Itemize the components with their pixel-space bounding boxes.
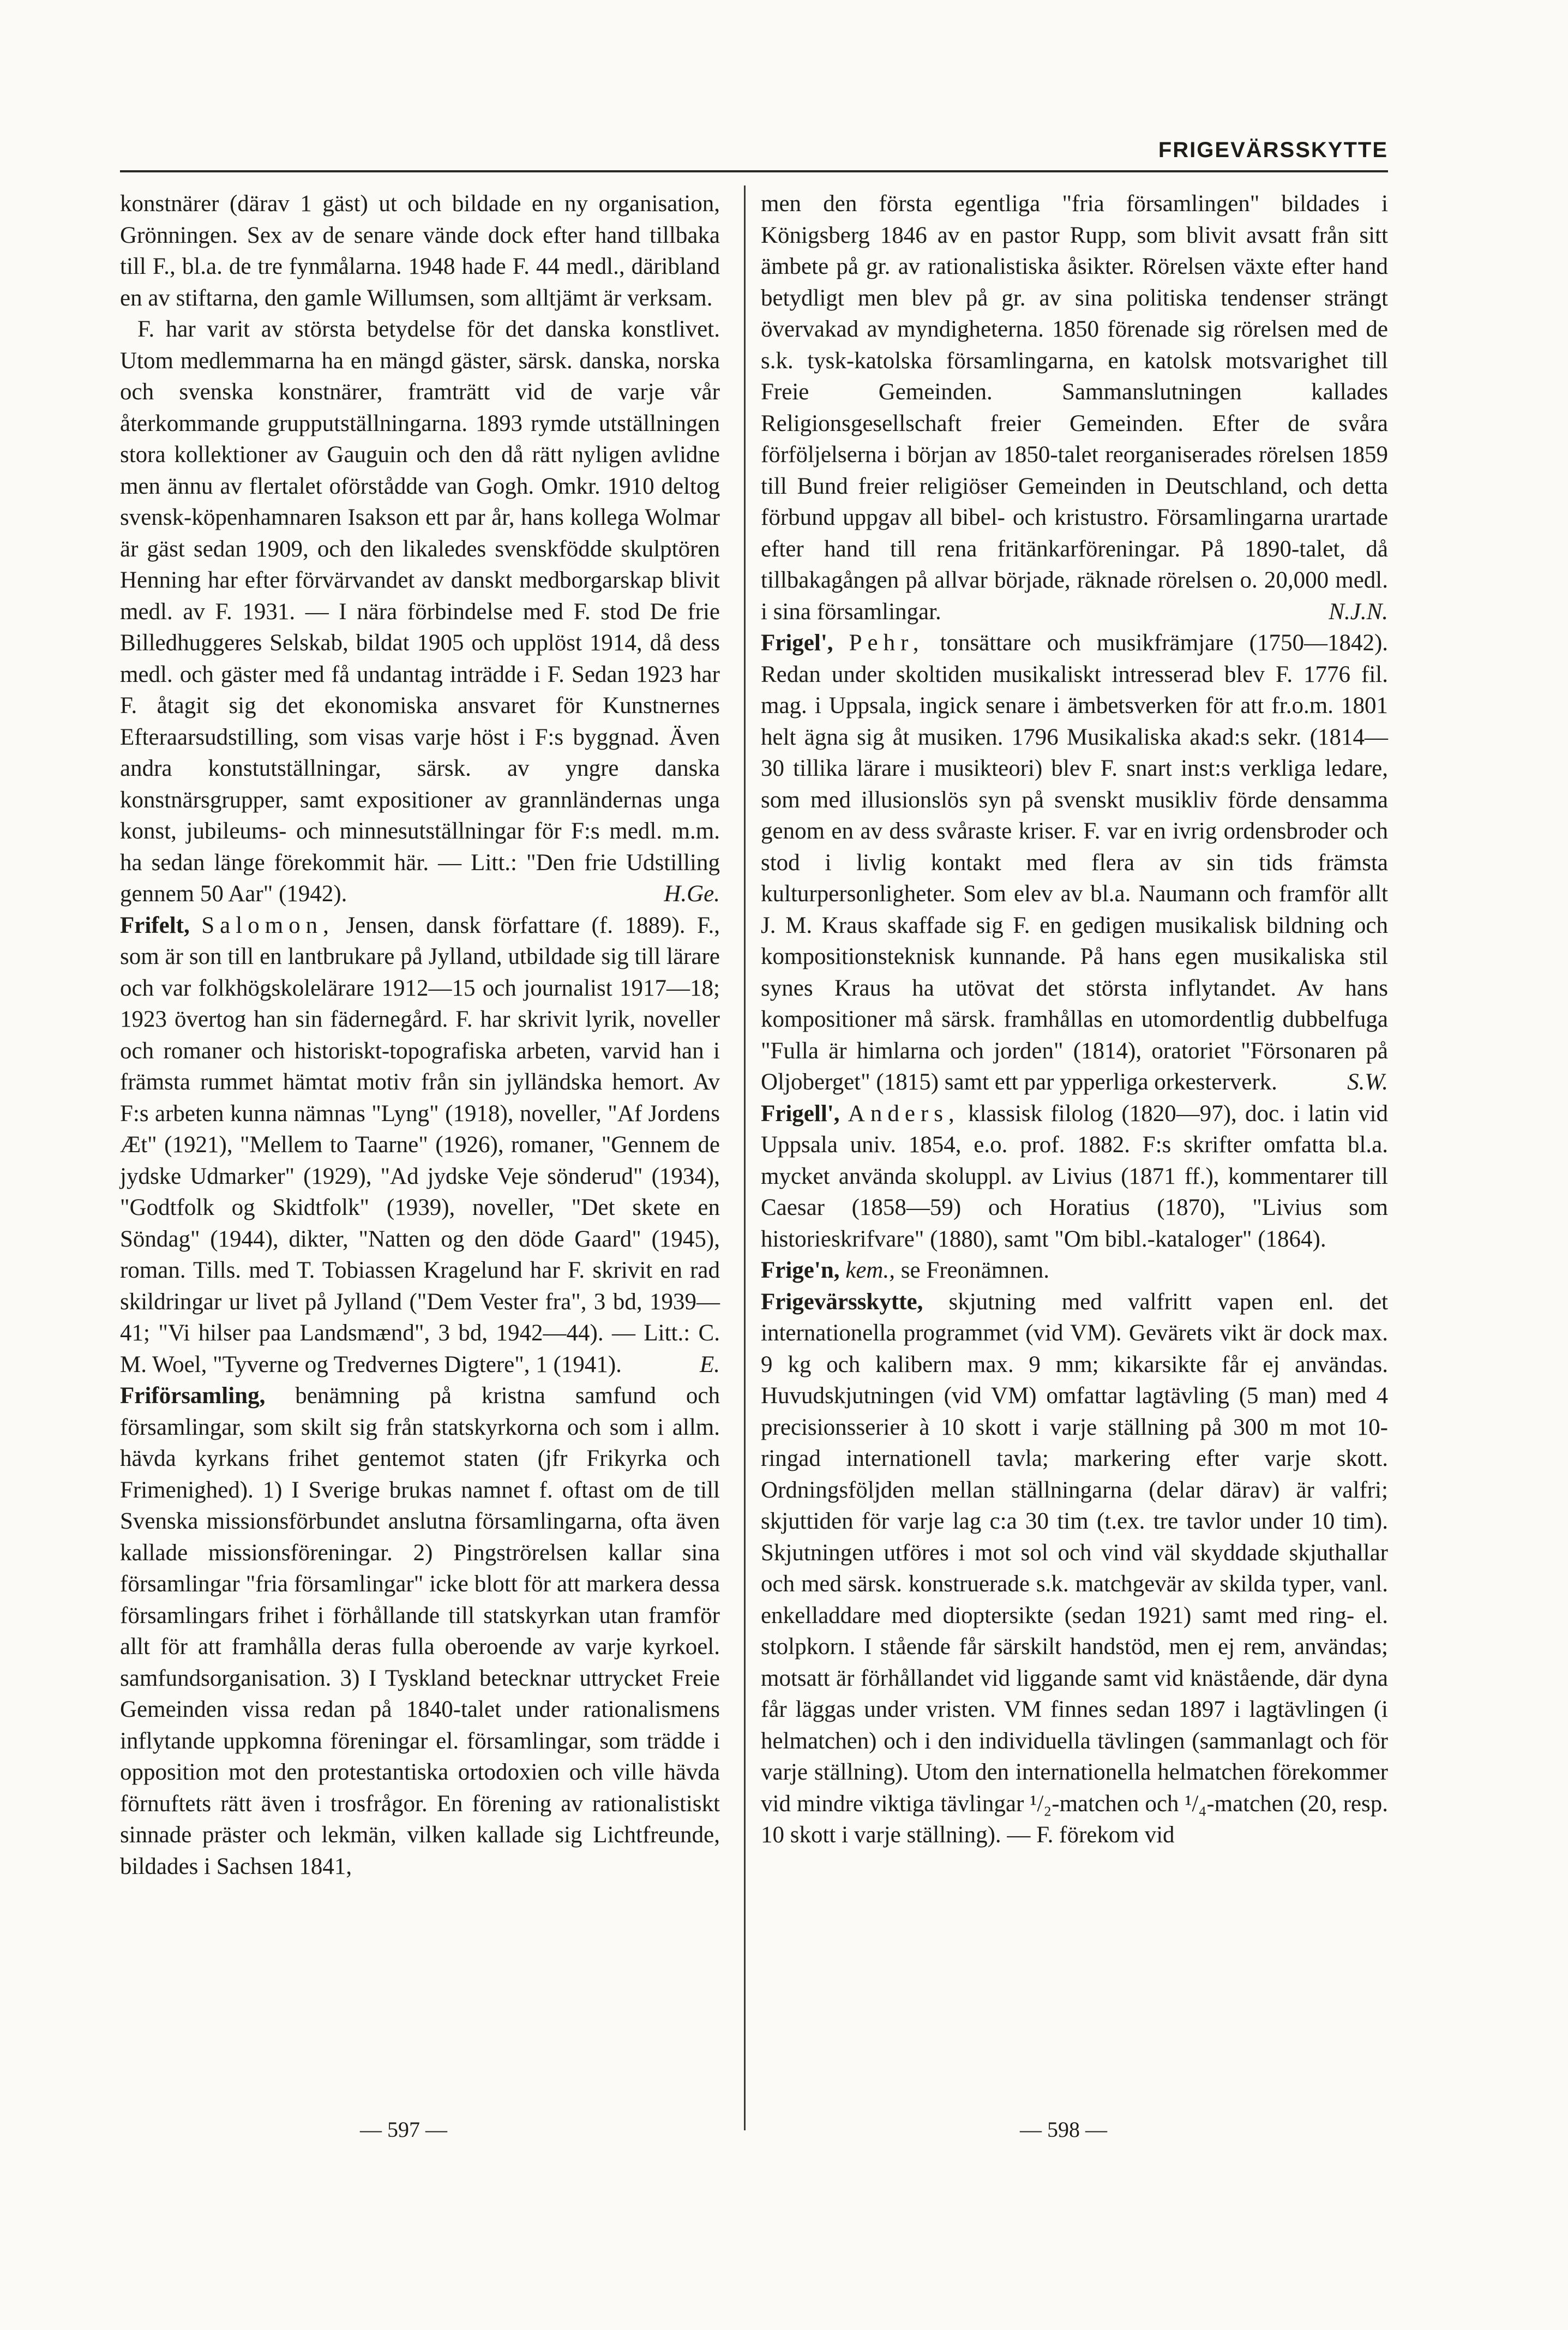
author-signature: S.W.	[1347, 1069, 1388, 1095]
entry-headword: Friförsamling,	[120, 1383, 266, 1409]
entry-forename: Anders,	[848, 1100, 960, 1127]
entry-forename: Salomon,	[201, 912, 334, 938]
entry-frifelt: Frifelt, Salomon, Jensen, dansk författare (f. 1889). F., som är son till en lantbrukare på Jylland, utbildade sig till lärare och var folkhögskolelärare 1912—15 och journalist 1917—18; 1923 övertog han sin fädernegård. F. har skrivit lyrik, noveller och romaner och historiskt-topografiska arbeten, varvid han i främsta rummet hämtat motiv från sin jylländska hemort. Av F:s arbeten kunna nämnas "Lyng" (1918), noveller, "Af Jordens Æt" (1921), "Mellem to Taarne" (1926), romaner, "Gennem de jydske Udmarker" (1929), "Ad jydske Veje sönderud" (1934), "Godtfolk og Skidtfolk" (1939), noveller, "Det skete en Söndag" (1944), dikter, "Natten og den döde Gaard" (1945), roman. Tills. med T. Tobiassen Kragelund har F. skrivit en rad skildringar ur livet på Jylland ("Dem Vester fra", 3 bd, 1939—41; "Vi hilser paa Landsmænd", 3 bd, 1942—44). — Litt.: C. M. Woel, "Tyverne og Tredvernes Digtere", 1 (1941). E.	[120, 910, 720, 1381]
page-number-left: — 597 —	[360, 2117, 447, 2142]
author-signature: E.	[699, 1351, 720, 1377]
running-header: FRIGEVÄRSSKYTTE	[1158, 138, 1388, 162]
entry-headword: Frigevärsskytte,	[761, 1289, 923, 1315]
entry-headword: Frigel',	[761, 630, 833, 656]
paragraph: men den första egentliga "fria församlingen" bildades i Königsberg 1846 av en pastor Rupp, som blivit avsatt från sitt ämbete på gr. av rationalistiska åsikter. Rörelsen växte efter hand betydligt men blev på gr. av sina politiska tendenser strängt övervakad av myndigheterna. 1850 förenade sig rörelsen med de s.k. tysk-katolska församlingarna, en katolsk motsvarighet till Freie Gemeinden. Sammanslutningen kallades Religionsgesellschaft freier Gemeinden. Efter de svåra förföljelserna i början av 1850-talet reorganiserades rörelsen 1859 till Bund freier religiöser Gemeinden in Deutschland, och detta förbund uppgav all bibel- och kristustro. Församlingarna urartade efter hand till rena fritänkarföreningar. På 1890-talet, då tillbakagången på allvar började, räknade rörelsen o. 20,000 medl. i sina församlingar. N.J.N.	[761, 188, 1388, 627]
author-signature: H.Ge.	[664, 881, 720, 907]
paragraph: F. har varit av största betydelse för det danska konstlivet. Utom medlemmarna ha en mängd gäster, särsk. danska, norska och svenska konstnärer, framträtt vid de varje vår återkommande grupputställningarna. 1893 rymde utställningen stora kollektioner av Gauguin och den då rätt nyligen avlidne men ännu av flertalet oförstådde van Gogh. Omkr. 1910 deltog svensk-köpenhamnaren Isakson ett par år, hans kollega Wolmar är gäst sedan 1909, och den likaledes svenskfödde skulptören Henning har efter förvärvandet av danskt medborgarskap blivit medl. av F. 1931. — I nära förbindelse med F. stod De frie Billedhuggeres Selskab, bildat 1905 och upplöst 1914, då dess medl. och gäster med få undantag inträdde i F. Sedan 1923 har F. åtagit sig det ekonomiska ansvaret för Kunstnernes Efteraarsudstilling, som visas varje höst i F:s byggnad. Även andra konstutställningar, särsk. av yngre danska konstnärsgrupper, samt expositioner av grannländernas unga konst, jubileums- och minnesutställningar för F:s medl. m.m. ha sedan länge förekommit här. — Litt.: "Den frie Udstilling gennem 50 Aar" (1942). H.Ge.	[120, 314, 720, 910]
entry-forename: Pehr,	[849, 630, 924, 656]
entry-headword: Frifelt,	[120, 912, 190, 938]
entry-frigel: Frigel', Pehr, tonsättare och musikfrämjare (1750—1842). Redan under skoltiden musikaliskt intresserad blev F. 1776 fil. mag. i Uppsala, ingick senare i ämbetsverken för att fr.o.m. 1801 helt ägna sig åt musiken. 1796 Musikaliska akad:s sekr. (1814—30 tillika lärare i musikteori) blev F. snart inst:s verkliga ledare, som med illusionslös syn på svenskt musikliv förde densamma genom en av dess svåraste kriser. F. var en ivrig ordensbroder och stod i livlig kontakt med flera av sin tids främsta kulturpersonligheter. Som elev av bl.a. Naumann och framför allt J. M. Kraus skaffade sig F. en gedigen musikalisk bildning och kompositionsteknisk kunnande. På hans egen musikaliska stil synes Kraus ha utövat det största inflytandet. Av hans kompositioner må särsk. framhållas en utomordentlig dubbelfuga "Fulla är himlarna och jorden" (1814), oratoriet "Försonaren på Oljoberget" (1815) samt ett par ypperliga orkesterverk. S.W.	[761, 627, 1388, 1098]
page-number-right: — 598 —	[1020, 2117, 1107, 2142]
author-signature: N.J.N.	[1329, 598, 1388, 625]
entry-field: kem.,	[845, 1257, 895, 1283]
entry-friforsamling: Friförsamling, benämning på kristna samfund och församlingar, som skilt sig från statskyrkorna och som i allm. hävda kyrkans frihet gentemot staten (jfr Frikyrka och Frimenighed). 1) I Sverige brukas namnet f. oftast om de till Svenska missionsförbundet anslutna församlingarna, ofta även kallade missionsföreningar. 2) Pingströrelsen kallar sina församlingar "fria församlingar" icke blott för att markera dessa församlingars frihet i förhållande till statskyrkan utan framför allt för att framhålla deras fulla oberoende av varje kyrkoel. samfundsorganisation. 3) I Tyskland betecknar uttrycket Freie Gemeinden vissa redan på 1840-talet under rationalismens inflytande uppkomna föreningar el. församlingar, som trädde i opposition mot den protestantiska ortodoxien och ville hävda förnuftets rätt även i trosfrågor. En förening av rationalistiskt sinnade präster och lekmän, vilken kallade sig Lichtfreunde, bildades i Sachsen 1841,	[120, 1383, 720, 1879]
entry-headword: Frige'n,	[761, 1257, 840, 1283]
entry-headword: Frigell',	[761, 1100, 840, 1127]
paragraph: konstnärer (därav 1 gäst) ut och bildade en ny organisation, Grönningen. Sex av de senare vände dock efter hand tillbaka till F., bl.a. de tre fynmålarna. 1948 hade F. 44 medl., däribland en av stiftarna, den gamle Willumsen, som alltjämt är verksam.	[120, 191, 720, 311]
entry-frigevarsskytte: Frigevärsskytte, skjutning med valfritt vapen enl. det internationella programmet (vid VM). Gevärets vikt är dock max. 9 kg och kalibern max. 9 mm; kikarsikte får ej användas. Huvudskjutningen (vid VM) omfattar lagtävling (5 man) med 4 precisionsserier à 10 skott i varje ställning på 300 m mot 10-ringad internationell tavla; markering efter varje skott. Ordningsföljden mellan ställningarna (delar därav) är valfri; skjuttiden för varje lag c:a 30 tim (t.ex. tre tavlor under 10 tim). Skjutningen utföres i mot sol och vind väl skyddade skjuthallar och med särsk. konstruerade s.k. matchgevär av skilda typer, vanl. enkelladdare med dioptersikte (sedan 1921) samt med ring- el. stolpkorn. I stående får särskilt handstöd, men ej rem, användas; motsatt är förhållandet vid liggande samt vid knästående, där dyna får läggas under vristen. VM finnes sedan 1897 i lagtävlingen (i helmatchen) och i den individuella tävlingen (sammanlagt och för varje ställning). Utom den internationella helmatchen förekommer vid mindre viktiga tävlingar ¹/₂-matchen och ¹/₄-matchen (20, resp. 10 skott i varje ställning). — F. förekom vid	[761, 1289, 1388, 1848]
header-rule	[120, 170, 1388, 172]
column-divider	[744, 185, 746, 2130]
entry-frigen: Frige'n, kem., se Freonämnen.	[761, 1257, 1049, 1283]
left-column	[120, 188, 720, 1882]
right-column	[761, 188, 1388, 1851]
entry-frigell: Frigell', Anders, klassisk filolog (1820—97), doc. i latin vid Uppsala univ. 1854, e.o. prof. 1882. F:s skrifter omfatta bl.a. mycket använda skoluppl. av Livius (1871 ff.), kommentarer till Caesar (1858—59) och Horatius (1870), "Livius som historieskrifvare" (1880), samt "Om bibl.-kataloger" (1864).	[761, 1100, 1389, 1252]
